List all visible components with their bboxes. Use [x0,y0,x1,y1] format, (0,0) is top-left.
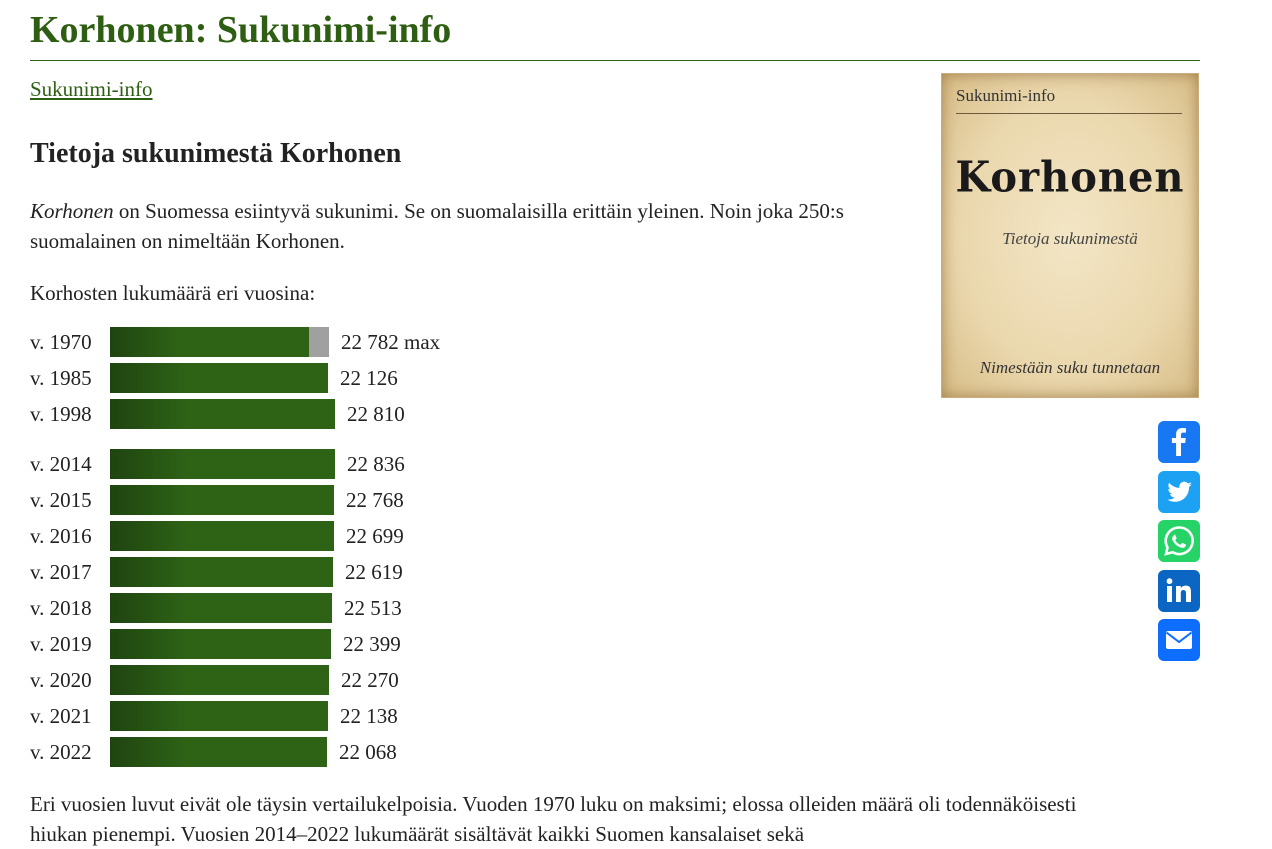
count-bar [110,363,328,393]
value-label: 22 068 [339,740,397,764]
year-label: v. 2020 [30,668,92,692]
value-label: 22 399 [343,632,401,656]
card-surname: Korhonen [955,152,1185,203]
count-bar [110,485,334,515]
count-bar [110,327,309,357]
section-heading: Tietoja sukunimestä Korhonen [30,138,402,169]
year-label: v. 2018 [30,596,92,620]
count-bar [110,399,335,429]
year-label: v. 2019 [30,632,92,656]
count-bar [110,737,327,767]
count-bar [110,665,329,695]
twitter-share-button[interactable] [1158,471,1200,513]
count-bar [110,557,333,587]
twitter-icon [1158,471,1200,513]
year-label: v. 1985 [30,366,92,390]
envelope-icon [1158,619,1200,661]
whatsapp-share-button[interactable] [1158,520,1200,562]
value-label: 22 810 [347,402,405,426]
email-share-button[interactable] [1158,619,1200,661]
value-label: 22 513 [344,596,402,620]
value-label: 22 619 [345,560,403,584]
year-label: v. 2014 [30,452,92,476]
count-bar [110,701,328,731]
card-site-label: Sukunimi-info [956,86,1056,105]
facebook-share-button[interactable] [1158,421,1200,463]
year-label: v. 2016 [30,524,92,548]
year-label: v. 1970 [30,330,92,354]
count-bar [110,449,335,479]
breadcrumb-link[interactable]: Sukunimi-info [30,77,153,101]
value-label: 22 782 max [341,330,441,354]
whatsapp-icon [1158,520,1200,562]
card-subtitle: Tietoja sukunimestä [1002,229,1138,248]
intro-text: on Suomessa esiintyvä sukunimi. Se on suomalaisilla erittäin yleinen. Noin joka 250:s suomalainen on nimeltään Korhonen. [30,199,844,253]
surname-card-image [941,73,1199,398]
facebook-icon [1158,421,1200,463]
footnote-paragraph: Eri vuosien luvut eivät ole täysin vertailukelpoisia. Vuoden 1970 luku on maksimi; elossa olleiden määrä oli todennäköisesti hiukan pienempi. Vuosien 2014–2022 lukumäärät sisältävät kaikki Suomen kansalaiset sekä [30,792,1077,846]
value-label: 22 699 [346,524,404,548]
intro-surname: Korhonen [30,199,114,223]
card-divider [956,113,1182,114]
year-label: v. 2021 [30,704,92,728]
year-label: v. 2017 [30,560,92,584]
value-label: 22 768 [346,488,404,512]
year-label: v. 1998 [30,402,92,426]
count-bar-chart [30,0,630,800]
value-label: 22 126 [340,366,398,390]
linkedin-icon [1158,570,1200,612]
value-label: 22 270 [341,668,399,692]
year-label: v. 2015 [30,488,92,512]
value-label: 22 138 [340,704,398,728]
page-title: Korhonen: Sukunimi-info [30,9,452,51]
linkedin-share-button[interactable] [1158,570,1200,612]
chart-intro: Korhosten lukumäärä eri vuosina: [30,281,316,305]
count-bar [110,593,332,623]
count-bar [110,521,334,551]
max-estimate-bar [309,327,329,357]
card-motto: Nimestään suku tunnetaan [979,358,1161,377]
year-label: v. 2022 [30,740,92,764]
value-label: 22 836 [347,452,405,476]
count-bar [110,629,331,659]
